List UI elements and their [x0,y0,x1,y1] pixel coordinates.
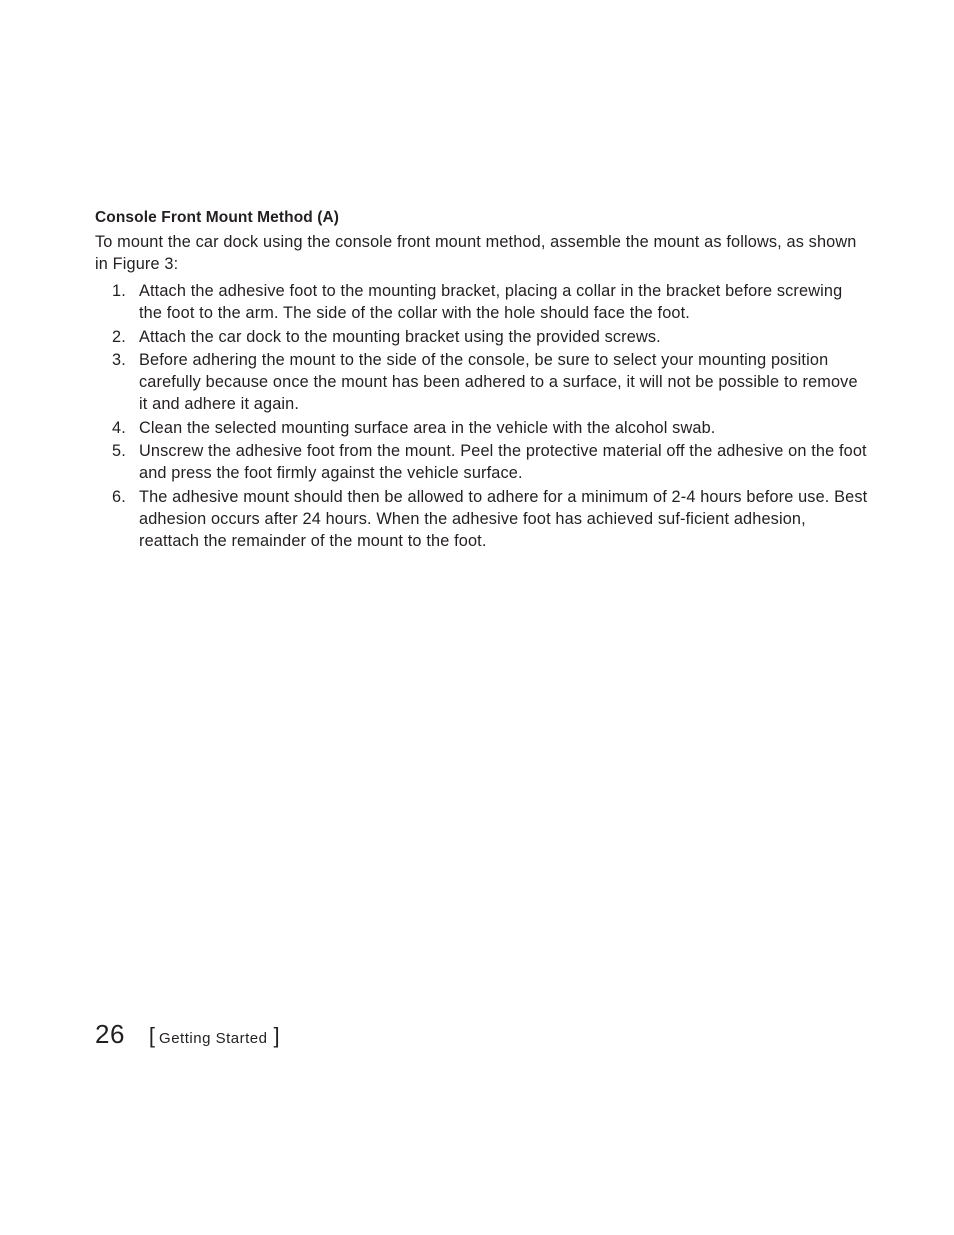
step-text: Before adhering the mount to the side of the console, be sure to select your mounting position carefully because once the mount has been adhered to a surface, it will not be possible to remove it and adhere it again. [139,351,858,413]
list-item [95,280,870,324]
page-content [95,207,870,553]
footer-section-name: Getting Started [159,1030,268,1047]
list-item [95,349,870,415]
page-footer [95,1017,280,1056]
list-item [95,440,870,484]
page-number: 26 [95,1019,125,1049]
step-number: 6. [112,487,126,506]
section-heading: Console Front Mount Method (A) [95,209,340,226]
right-bracket: ] [273,1023,280,1048]
step-number: 2. [112,327,126,346]
list-item [95,326,870,348]
step-text: Attach the car dock to the mounting bracket using the provided screws. [139,327,661,346]
list-item [95,417,870,439]
step-number: 3. [112,351,126,369]
step-number: 4. [112,418,126,437]
list-item [95,486,870,552]
step-text: Clean the selected mounting surface area in the vehicle with the alcohol swab. [139,418,716,437]
step-number: 5. [112,442,126,460]
steps-list [95,280,870,552]
step-text: Attach the adhesive foot to the mounting bracket, placing a collar in the bracket before screwing the foot to the arm. The side of the collar with the hole should face the foot. [139,282,843,322]
step-text: Unscrew the adhesive foot from the mount. Peel the protective material off the adhesive on the foot and press the foot firmly against the vehicle surface. [139,442,867,482]
intro-paragraph: To mount the car dock using the console front mount method, assemble the mount as follows, as shown in Figure 3: [95,233,857,273]
left-bracket: [ [148,1023,156,1048]
step-text: The adhesive mount should then be allowed to adhere for a minimum of 2-4 hours before use. Best adhesion occurs after 24 hours. When the adhesive foot has achieved suf-ficient adhesion, reattach the remainder of the mount to the foot. [139,487,868,550]
step-number: 1. [112,282,126,300]
